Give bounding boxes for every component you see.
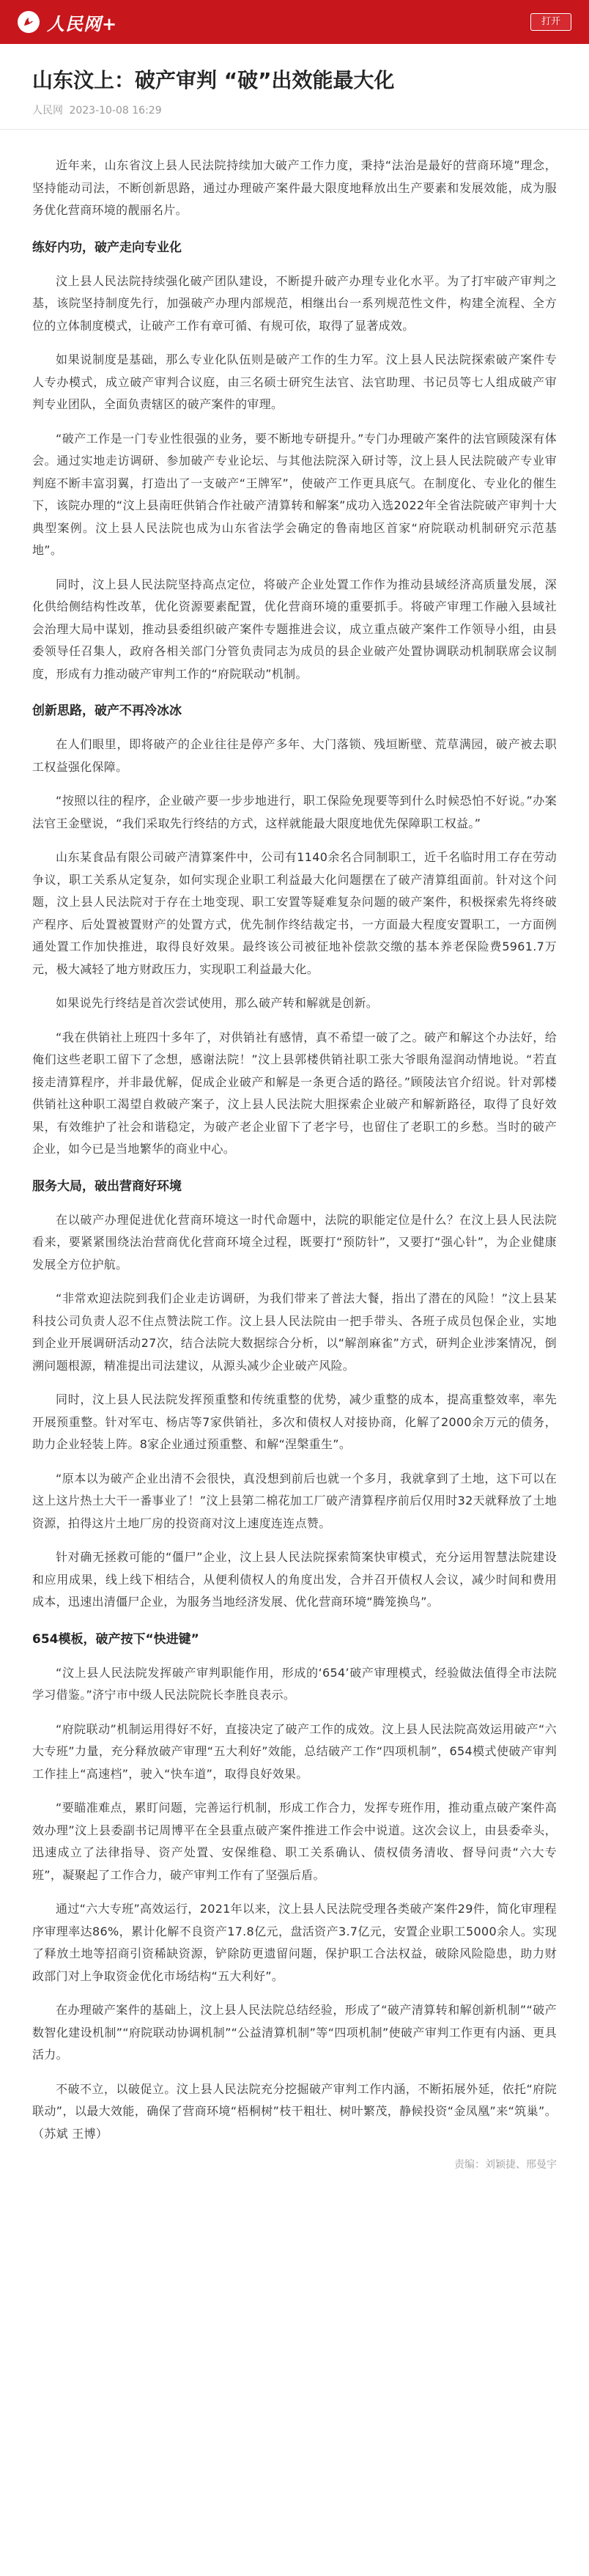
people-logo-icon <box>18 11 40 33</box>
paragraph: “府院联动”机制运用得好不好，直接决定了破产工作的成效。汶上县人民法院高效运用破产“六大专班”力量，充分释放破产审理“五大利好”效能，总结破产工作“四项机制”，654模式使破产审判工作挂上“高速档”，驶入“快车道”，取得良好效果。 <box>32 1721 557 1781</box>
paragraph: “原本以为破产企业出清不会很快，真没想到前后也就一个多月，我就拿到了土地，这下可以在这上这片热土大干一番事业了！”汶上县第二棉花加工厂破产清算程序前后仅用时32天就释放了土地资源，拍得这片土地厂房的投资商对汶上速度连连点赞。 <box>32 1471 557 1530</box>
article <box>0 66 589 2182</box>
source-name: 人民网 <box>32 105 63 117</box>
paragraph: 汶上县人民法院持续强化破产团队建设，不断提升破产办理专业化水平。为了打牢破产审判之基，该院坚持制度先行，加强破产办理内部规范，相继出台一系列规范性文件，构建全流程、全方位的立体制度模式，让破产工作有章可循、有规可依，取得了显著成效。 <box>32 273 557 333</box>
paragraph: 如果说先行终结是首次尝试使用，那么破产转和解就是创新。 <box>56 996 379 1010</box>
publish-date: 2023-10-08 16:29 <box>69 105 162 117</box>
paragraph: 在办理破产案件的基础上，汶上县人民法院总结经验，形成了“破产清算转和解创新机制”“破产数智化建设机制”“府院联动协调机制”“公益清算机制”等“四项机制”使破产审判工作更有内涵、更具活力。 <box>32 2003 557 2062</box>
paragraph: 如果说制度是基础，那么专业化队伍则是破产工作的生力军。汶上县人民法院探索破产案件专人专办模式，成立破产审判合议庭，由三名硕士研究生法官、法官助理、书记员等七人组成破产审判专业团队，全面负责辖区的破产案件的审理。 <box>32 353 557 411</box>
paragraph: 在人们眼里，即将破产的企业往往是停产多年、大门落锁、残垣断壁、荒草满园，破产被去职工权益强化保障。 <box>32 737 557 774</box>
section-heading: 创新思路，破产不再冷冰冰 <box>32 704 182 718</box>
paragraph: 同时，汶上县人民法院坚持高点定位，将破产企业处置工作作为推动县域经济高质量发展，深化供给侧结构性改革，优化资源要素配置，优化营商环境的重要抓手。将破产审理工作融入县域社会治理大局中谋划，推动县委组织破产案件专题推进会议，成立重点破产案件工作领导小组，由县委领导任召集人，政府各相关部门分管负责同志为成员的县企业破产处置协调联动机制联席会议制度，形成有力推动破产审判工作的“府院联动”机制。 <box>32 577 557 681</box>
paragraph: 通过“六大专班”高效运行，2021年以来，汶上县人民法院受理各类破产案件29件，简化审理程序审理率达86%，累计化解不良资产17.8亿元，盘活资产3.7亿元，安置企业职工5000余人。实现了释放土地等招商引资稀缺资源，铲除防更遗留问题，保护职工合法权益，破除风险隐患，助力财政部门对上争取资金优化市场结构“五大利好”。 <box>32 1902 557 1983</box>
paragraph: 不破不立，以破促立。汶上县人民法院充分挖掘破产审判工作内涵，不断拓展外延，依托“府院联动”，以最大效能，确保了营商环境“梧桐树”枝干粗壮、树叶繁茂，静候投资“金凤凰”来“筑巢”。（苏斌 王博） <box>32 2081 557 2141</box>
paragraph: “我在供销社上班四十多年了，对供销社有感情，真不希望一破了之。破产和解这个办法好，给俺们这些老职工留下了念想，感谢法院！”汶上县郭楼供销社职工张大爷眼角湿润动情地说。“若直接走清算程序，并非最优解，促成企业破产和解是一条更合适的路径。”顾陵法官介绍说。针对郭楼供销社这种职工渴望自救破产案子，汶上县人民法院大胆探索企业破产和解新路径，取得了良好效果，有效维护了社会和谐稳定，为破产老企业留下了老字号，也留住了老职工的乡愁。当时的破产企业，如今已是当地繁华的商业中心。 <box>32 1030 557 1156</box>
section-heading: 练好内功，破产走向专业化 <box>32 240 182 255</box>
paragraph: “破产工作是一门专业性很强的业务，要不断地专研提升。”专门办理破产案件的法官顾陵深有体会。通过实地走访调研、参加破产专业论坛、与其他法院深入研讨等，汶上县人民法院破产专业审判庭不断丰富羽翼，打造出了一支破产“王牌军”，使破产工作更具底气。在制度化、专业化的催生下，该院办理的“汶上县南旺供销合作社破产清算转和解案”成功入选2022年全省法院破产审判十大典型案例。汶上县人民法院也成为山东省法学会确定的鲁南地区首家“府院联动机制研究示范基地”。 <box>32 431 557 557</box>
paragraph: “非常欢迎法院到我们企业走访调研，为我们带来了普法大餐，指出了潜在的风险！”汶上县某科技公司负责人忍不住点赞法院工作。汶上县人民法院由一把手带头、各班子成员包保企业，实地到企业开展调研活动27次，结合法院大数据综合分析，以“解剖麻雀”方式，研判企业涉案情况，倒溯问题根源，精准提出司法建议，从源头减少企业破产风险。 <box>32 1291 557 1373</box>
paragraph: “按照以往的程序，企业破产要一步步地进行，职工保险免现要等到什么时候恐怕不好说。”办案法官王金壁说，“我们采取先行终结的方式，这样就能最大限度地优先保障职工权益。” <box>32 794 557 830</box>
section-heading: 654模板，破产按下“快进键” <box>32 1631 199 1647</box>
paragraph: 在以破产办理促进优化营商环境这一时代命题中，法院的职能定位是什么？在汶上县人民法院看来，要紧紧围绕法治营商优化营商环境全过程，既要打“预防针”，又要打“强心针”，为企业健康发展全方位护航。 <box>32 1212 557 1272</box>
logo[interactable] <box>18 10 117 35</box>
editor-credit: 责编：刘颖捷、邢曼宇 <box>454 2159 557 2171</box>
article-body <box>32 130 557 2145</box>
top-banner <box>0 0 589 44</box>
paragraph: “要瞄准难点，累盯问题，完善运行机制，形成工作合力，发挥专班作用，推动重点破产案件高效办理”汶上县委副书记周博平在全县重点破产案件推进工作会中说道。这次会议上，由县委牵头，迅速成立了法律指导、资产处置、安保维稳、职工关系确认、债权债务清收、督导问责“六大专班”，凝聚起了工作合力，破产审判工作有了坚强后盾。 <box>32 1801 557 1882</box>
paragraph: “汶上县人民法院发挥破产审判职能作用，形成的‘654’破产审理模式，经验做法值得全市法院学习借鉴。”济宁市中级人民法院院长李胜良表示。 <box>32 1665 557 1702</box>
paragraph: 近年来，山东省汶上县人民法院持续加大破产工作力度，秉持“法治是最好的营商环境”理念，坚持能动司法，不断创新思路，通过办理破产案件最大限度地释放出生产要素和发展效能，成为服务优化营商环境的靓丽名片。 <box>32 158 557 217</box>
paragraph: 山东某食品有限公司破产清算案件中，公司有1140余名合同制职工，近千名临时用工存在劳动争议，职工关系从定复杂，如何实现企业职工利益最大化问题摆在了破产清算组面前。针对这个问题，汶上县人民法院对于存在土地变现、职工安置等疑难复杂问题的破产案件，积极探索先将终破产程序、后处置被置财产的处置方式，优先制作终结裁定书，一方面最大程度安置职工，一方面例通处置工作加快推进，取得良好效果。最终该公司被征地补偿款交缴的基本养老保险费5961.7万元，极大减轻了地方财政压力，实现职工利益最大化。 <box>32 850 557 976</box>
article-title: 山东汶上：破产审判 “破”出效能最大化 <box>32 68 395 92</box>
open-app-button[interactable]: 打开 <box>530 13 571 31</box>
section-heading: 服务大局，破出营商好环境 <box>32 1178 182 1194</box>
paragraph: 针对确无拯救可能的“僵尸”企业，汶上县人民法院探索简案快审模式，充分运用智慧法院建设和应用成果，线上线下相结合，从便利债权人的角度出发，合并召开债权人会议，减少时间和费用成本，迅速出清僵尸企业，为服务当地经济发展、优化营商环境“腾笼换鸟”。 <box>32 1550 557 1609</box>
logo-text: 人民网+ <box>47 12 118 34</box>
article-meta <box>32 103 557 117</box>
paragraph: 同时，汶上县人民法院发挥预重整和传统重整的优势，减少重整的成本，提高重整效率，率先开展预重整。针对军屯、杨店等7家供销社，多次和债权人对接协商，化解了2000余万元的债务，助力企业轻装上阵。8家企业通过预重整、和解“涅槃重生”。 <box>32 1392 557 1451</box>
